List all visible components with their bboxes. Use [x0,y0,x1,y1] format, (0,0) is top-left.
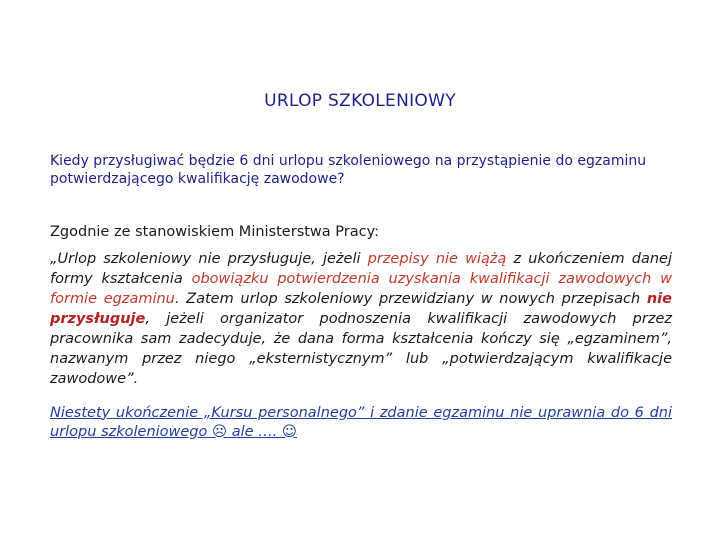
quote-highlight-3: nie przysługuje [50,291,672,327]
ministry-quote [50,249,672,389]
smile-face-icon: ☺ [281,423,298,440]
quote-part-2: z ukończeniem danej formy kształcenia [50,251,672,287]
quote-part-3: . Zatem urlop szkoleniowy przewidziany w nowych przepisach [174,291,647,307]
quote-highlight-2: obowiązku potwierdzenia uzyskania kwalifikacji zawodowych w formie egzaminu [50,271,672,307]
sad-face-icon: ☹ [212,423,228,440]
note-text-1: Niestety ukończenie „Kursu personalnego” i zdanie egzaminu nie uprawnia do 6 dni urlopu szkoleniowego [50,404,672,440]
content-block [50,223,672,456]
quote-part-1: „Urlop szkoleniowy nie przysługuje, jeżeli [50,251,368,267]
quote-highlight-1: przepisy nie wiążą [367,251,507,267]
conclusion-note [50,404,672,442]
quote-part-4: , jeżeli organizator podnoszenia kwalifikacji zawodowych przez pracownika sam zadecyduje, że dana forma kształcenia kończy się „egzaminem”, nazwanym przez niego „eksternistycznym” lub „potwierdzającym kwalifikacje zawodowe”. [50,311,672,387]
page-title: URLOP SZKOLENIOWY [264,91,456,111]
note-text-2: ale …. [227,423,282,440]
intro-text: Zgodnie ze stanowiskiem Ministerstwa Pracy: [50,224,380,240]
question-text: Kiedy przysługiwać będzie 6 dni urlopu szkoleniowego na przystąpienie do egzaminu potwierdzającego kwalifikację zawodowe? [50,153,647,187]
